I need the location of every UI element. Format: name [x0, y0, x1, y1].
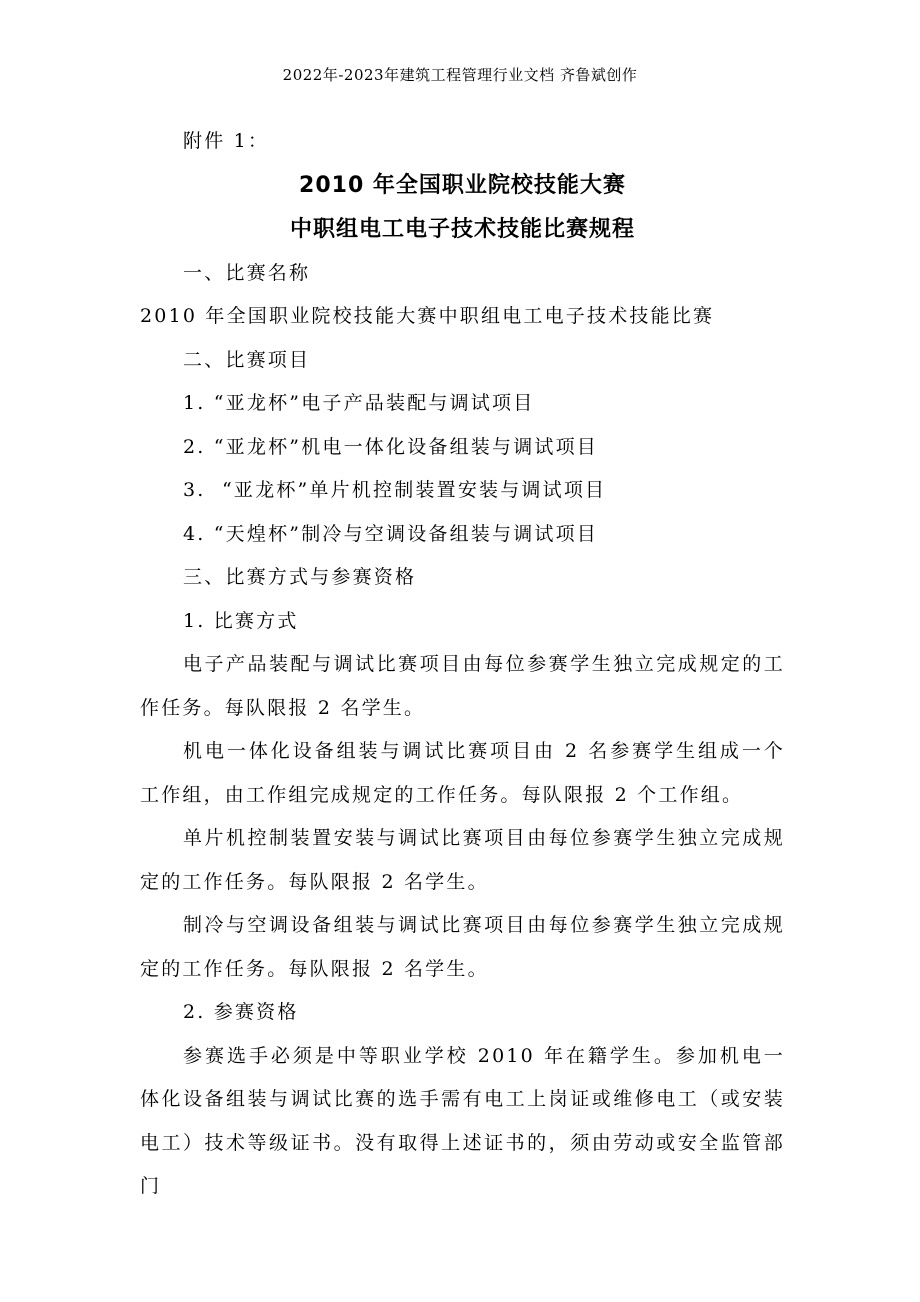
section-heading-1: 一、比赛名称: [183, 261, 311, 284]
paragraph: 单片机控制装置安装与调试比赛项目由每位参赛学生独立完成规定的工作任务。每队限报 2 名学生。: [140, 827, 785, 893]
paragraph: 电子产品装配与调试比赛项目由每位参赛学生独立完成规定的工作任务。每队限报 2 名学生。: [140, 653, 785, 719]
list-item: 4. “天煌杯”制冷与空调设备组装与调试项目: [183, 522, 598, 545]
list-item: 3. “亚龙杯”单片机控制装置安装与调试项目: [183, 479, 607, 501]
section-heading-2: 二、比赛项目: [183, 348, 311, 371]
page-header: 2022年-2023年建筑工程管理行业文档 齐鲁斌创作: [282, 66, 638, 84]
attachment-label: 附件 1：: [183, 130, 270, 152]
document-title: [140, 164, 785, 252]
paragraph: 制冷与空调设备组装与调试比赛项目由每位参赛学生独立完成规定的工作任务。每队限报 2 名学生。: [140, 914, 785, 980]
section-text-1: 2010 年全国职业院校技能大赛中职组电工电子技术技能比赛: [140, 305, 715, 327]
title-line-1: 2010 年全国职业院校技能大赛: [299, 172, 626, 198]
section-heading-3: 三、比赛方式与参赛资格: [183, 566, 417, 588]
list-item: 2. “亚龙杯”机电一体化设备组装与调试项目: [183, 435, 598, 458]
list-item: 1. “亚龙杯”电子产品装配与调试项目: [183, 392, 535, 414]
title-line-2: 中职组电工电子技术技能比赛规程: [289, 216, 635, 242]
paragraph: 机电一体化设备组装与调试比赛项目由 2 名参赛学生组成一个工作组，由工作组完成规定的工作任务。每队限报 2 个工作组。: [140, 740, 785, 806]
paragraph-eligibility: 参赛选手必须是中等职业学校 2010 年在籍学生。参加机电一体化设备组装与调试比赛的选手需有电工上岗证或维修电工（或安装电工）技术等级证书。没有取得上述证书的，须由劳动或安全监管部门: [140, 1044, 785, 1197]
document-body: [140, 120, 785, 1209]
subheading-eligibility: 2. 参赛资格: [183, 1001, 299, 1023]
subheading-competition-method: 1. 比赛方式: [183, 609, 299, 632]
